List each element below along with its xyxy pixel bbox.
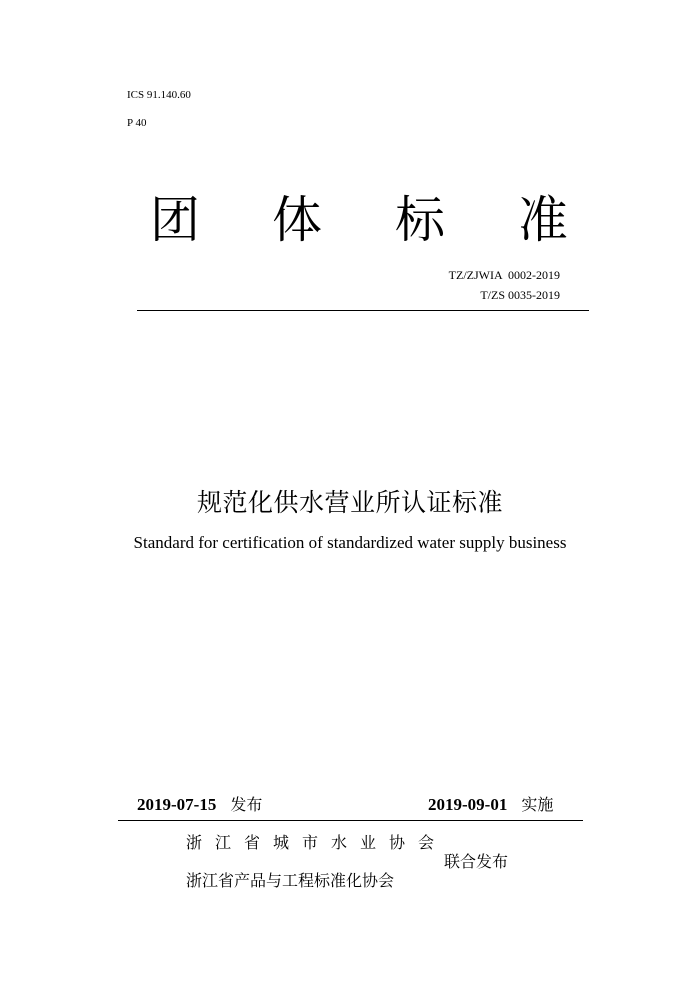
document-type-char-3: 标: [395, 191, 445, 249]
ics-code: ICS 91.140.60: [127, 89, 191, 101]
document-title-cn: 规范化供水营业所认证标准: [196, 488, 503, 517]
standard-code-1: TZ/ZJWIA 0002-2019: [448, 268, 560, 282]
publish-date-line: [137, 795, 262, 815]
publisher-2: 浙江省产品与工程标准化协会: [186, 871, 395, 890]
publisher-1: 浙江省城市水业协会: [186, 833, 448, 852]
footer-divider: [118, 820, 583, 821]
implement-date: 2019-09-01: [428, 795, 508, 814]
joint-publish-label: 联合发布: [444, 852, 509, 871]
ccs-code: P 40: [127, 117, 147, 129]
document-type-char-4: 准: [518, 191, 568, 249]
publish-date: 2019-07-15: [137, 795, 217, 814]
document-type-char-1: 团: [150, 191, 200, 249]
implement-label: 实施: [521, 795, 554, 814]
implement-date-line: [428, 795, 553, 815]
standard-code-2: T/ZS 0035-2019: [480, 288, 560, 302]
header-divider: [137, 310, 589, 311]
document-title-en: Standard for certification of standardized water supply business: [133, 533, 567, 552]
document-type-char-2: 体: [272, 191, 322, 249]
publish-label: 发布: [230, 795, 263, 814]
